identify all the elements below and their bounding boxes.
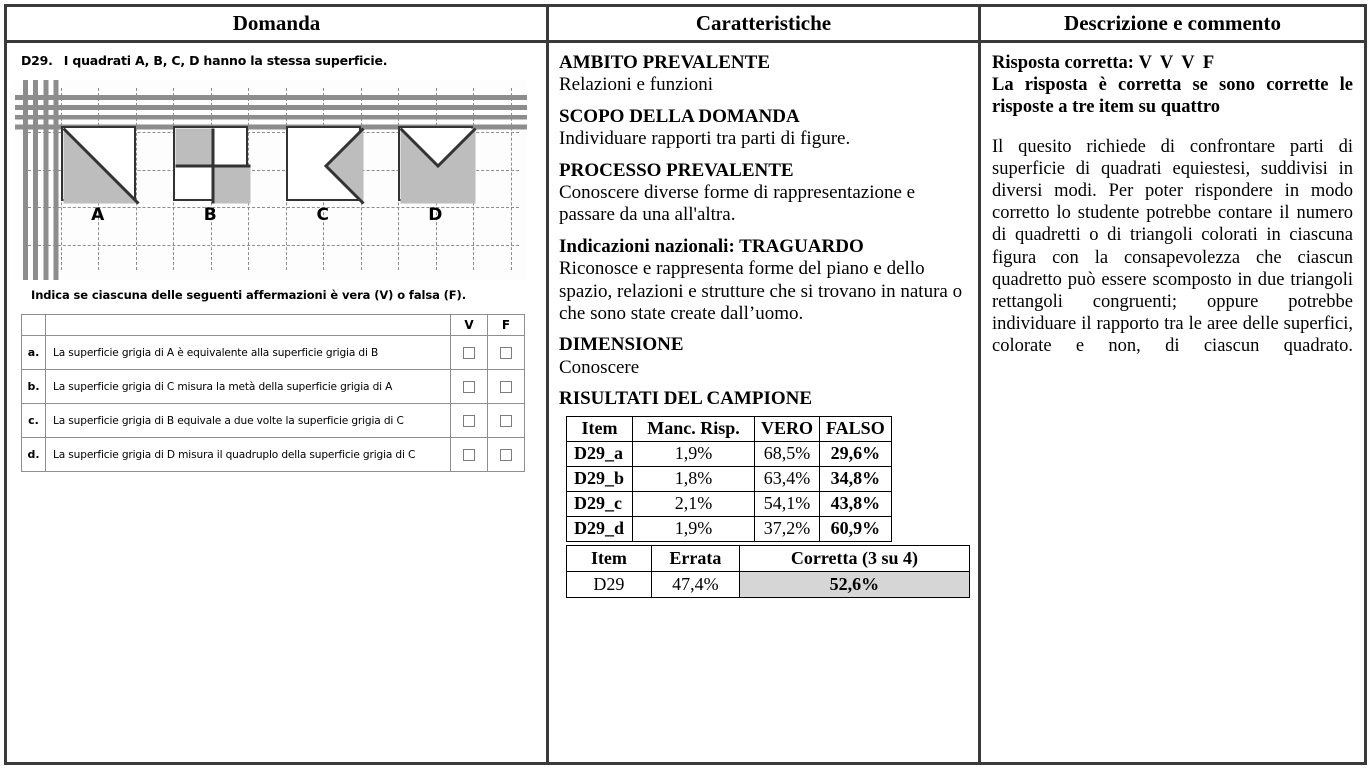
statements-header-v: V <box>451 315 488 336</box>
statement-text: La superficie grigia di A è equivalente alla superficie grigia di B <box>46 336 451 370</box>
table-row <box>22 404 525 438</box>
checkbox-cell-v[interactable] <box>451 370 488 404</box>
description-column <box>981 43 1364 762</box>
statement-text: La superficie grigia di C misura la metà della superficie grigia di A <box>46 370 451 404</box>
figure-a-label: A <box>91 205 105 225</box>
results-vero: 68,5% <box>755 441 820 466</box>
square-d-shape <box>398 126 473 201</box>
results-falso: 60,9% <box>820 516 892 541</box>
checkbox-f-d[interactable] <box>500 449 512 461</box>
results-col-item: Item <box>567 416 633 441</box>
header-caratteristiche: Caratteristiche <box>549 7 981 40</box>
table-row <box>567 441 892 466</box>
results-col-falso: FALSO <box>820 416 892 441</box>
overall-item: D29 <box>567 571 652 597</box>
ambito-body: Relazioni e funzioni <box>559 74 714 96</box>
table-row <box>22 438 525 472</box>
checkbox-cell-f[interactable] <box>488 336 525 370</box>
checkbox-v-a[interactable] <box>463 347 475 359</box>
table-header-row <box>7 7 1364 43</box>
question-column <box>7 43 549 762</box>
statement-text: La superficie grigia di B equivale a due volte la superficie grigia di C <box>46 404 451 438</box>
square-c-shape <box>286 126 361 201</box>
checkbox-cell-f[interactable] <box>488 438 525 472</box>
statements-header-blank-idx <box>22 315 46 336</box>
checkbox-f-b[interactable] <box>500 381 512 393</box>
checkbox-v-b[interactable] <box>463 381 475 393</box>
results-item: D29_d <box>567 516 633 541</box>
statements-header-row <box>22 315 525 336</box>
dimensione-body: Conoscere <box>559 356 640 378</box>
overall-col-errata: Errata <box>651 545 739 571</box>
results-manc: 1,9% <box>633 441 755 466</box>
figure-d <box>398 126 473 225</box>
overall-col-corretta: Corretta (3 su 4) <box>739 545 969 571</box>
indicazioni-heading: Indicazioni nazionali: TRAGUARDO <box>559 235 864 257</box>
results-falso: 43,8% <box>820 491 892 516</box>
statement-text: La superficie grigia di D misura il quadruplo della superficie grigia di C <box>46 438 451 472</box>
correct-answer-line <box>992 52 1353 74</box>
per-item-results-table <box>566 416 892 542</box>
figure-b <box>173 126 248 225</box>
scopo-body: Individuare rapporti tra parti di figure. <box>559 128 851 150</box>
statement-index: b. <box>22 370 46 404</box>
correct-answer-value: V V V F <box>1138 53 1217 73</box>
ambito-heading: AMBITO PREVALENTE <box>559 52 770 73</box>
results-vero: 63,4% <box>755 466 820 491</box>
table-row <box>22 370 525 404</box>
square-a-shape <box>61 126 136 201</box>
results-manc: 1,9% <box>633 516 755 541</box>
statement-index: d. <box>22 438 46 472</box>
dimensione-heading: DIMENSIONE <box>559 334 684 356</box>
overall-corretta: 52,6% <box>739 571 969 597</box>
table-body-row <box>7 43 1364 762</box>
results-vero: 37,2% <box>755 516 820 541</box>
overall-col-item: Item <box>567 545 652 571</box>
header-descrizione: Descrizione e commento <box>981 7 1364 40</box>
results-falso: 34,8% <box>820 466 892 491</box>
checkbox-cell-f[interactable] <box>488 370 525 404</box>
checkbox-cell-f[interactable] <box>488 404 525 438</box>
figure-c <box>286 126 361 225</box>
header-domanda: Domanda <box>7 7 549 40</box>
characteristics-column <box>549 43 981 762</box>
checkbox-v-c[interactable] <box>463 415 475 427</box>
statements-table <box>21 314 525 472</box>
scopo-heading: SCOPO DELLA DOMANDA <box>559 105 800 127</box>
checkbox-cell-v[interactable] <box>451 404 488 438</box>
results-manc: 1,8% <box>633 466 755 491</box>
results-item: D29_c <box>567 491 633 516</box>
overall-results-table <box>566 545 970 598</box>
results-manc: 2,1% <box>633 491 755 516</box>
checkbox-cell-v[interactable] <box>451 438 488 472</box>
document-page <box>4 4 1367 765</box>
question-stem <box>7 43 546 68</box>
figure-c-label: C <box>316 205 330 225</box>
statements-header-blank-text <box>46 315 451 336</box>
figure-grid <box>15 80 527 280</box>
checkbox-cell-v[interactable] <box>451 336 488 370</box>
correct-answer-label: Risposta corretta: <box>992 53 1134 73</box>
results-vero: 54,1% <box>755 491 820 516</box>
question-number: D29. <box>21 53 53 68</box>
statement-index: a. <box>22 336 46 370</box>
processo-body: Conoscere diverse forme di rappresentazione e passare da una all'altra. <box>559 182 916 226</box>
results-item: D29_b <box>567 466 633 491</box>
processo-heading: PROCESSO PREVALENTE <box>559 159 794 181</box>
overall-errata: 47,4% <box>651 571 739 597</box>
figure-d-label: D <box>428 205 443 225</box>
indicazioni-body: Riconosce e rappresenta forme del piano e dello spazio, relazioni e strutture che si trovano in natura o che sono state create dall’uomo. <box>559 258 963 325</box>
figure-b-label: B <box>203 205 218 225</box>
overall-header-row <box>567 545 970 571</box>
table-row <box>567 571 970 597</box>
table-row <box>567 466 892 491</box>
checkbox-v-d[interactable] <box>463 449 475 461</box>
square-b-shape <box>173 126 248 201</box>
checkbox-f-a[interactable] <box>500 347 512 359</box>
statement-index: c. <box>22 404 46 438</box>
results-falso: 29,6% <box>820 441 892 466</box>
table-row <box>22 336 525 370</box>
figure-a <box>61 126 136 225</box>
results-col-manc: Manc. Risp. <box>633 416 755 441</box>
results-item: D29_a <box>567 441 633 466</box>
table-row <box>567 491 892 516</box>
question-instruction: Indica se ciascuna delle seguenti affermazioni è vera (V) o falsa (F). <box>31 288 466 302</box>
checkbox-f-c[interactable] <box>500 415 512 427</box>
statements-header-f: F <box>488 315 525 336</box>
risultati-heading: RISULTATI DEL CAMPIONE <box>559 388 813 410</box>
results-header-row <box>567 416 892 441</box>
question-stem-text: I quadrati A, B, C, D hanno la stessa superficie. <box>63 53 388 68</box>
table-row <box>567 516 892 541</box>
answer-note: La risposta è corretta se sono corrette le risposte a tre item su quattro <box>992 75 1353 118</box>
results-col-vero: VERO <box>755 416 820 441</box>
comment-text: Il quesito richiede di confrontare parti di superficie di quadrati equiestesi, suddivisi in diversi modi. Per poter rispondere in modo corretto lo studente potrebbe contare il numero di quadretti o di triangoli colorati in ciascuna figura con la consapevolezza che ciascun quadretto può essere scomposto in due triangoli rettangoli congruenti; oppure potrebbe individuare il rapporto tra le aree delle superfici, colorate e non, di ciascun quadrato. <box>992 136 1353 357</box>
